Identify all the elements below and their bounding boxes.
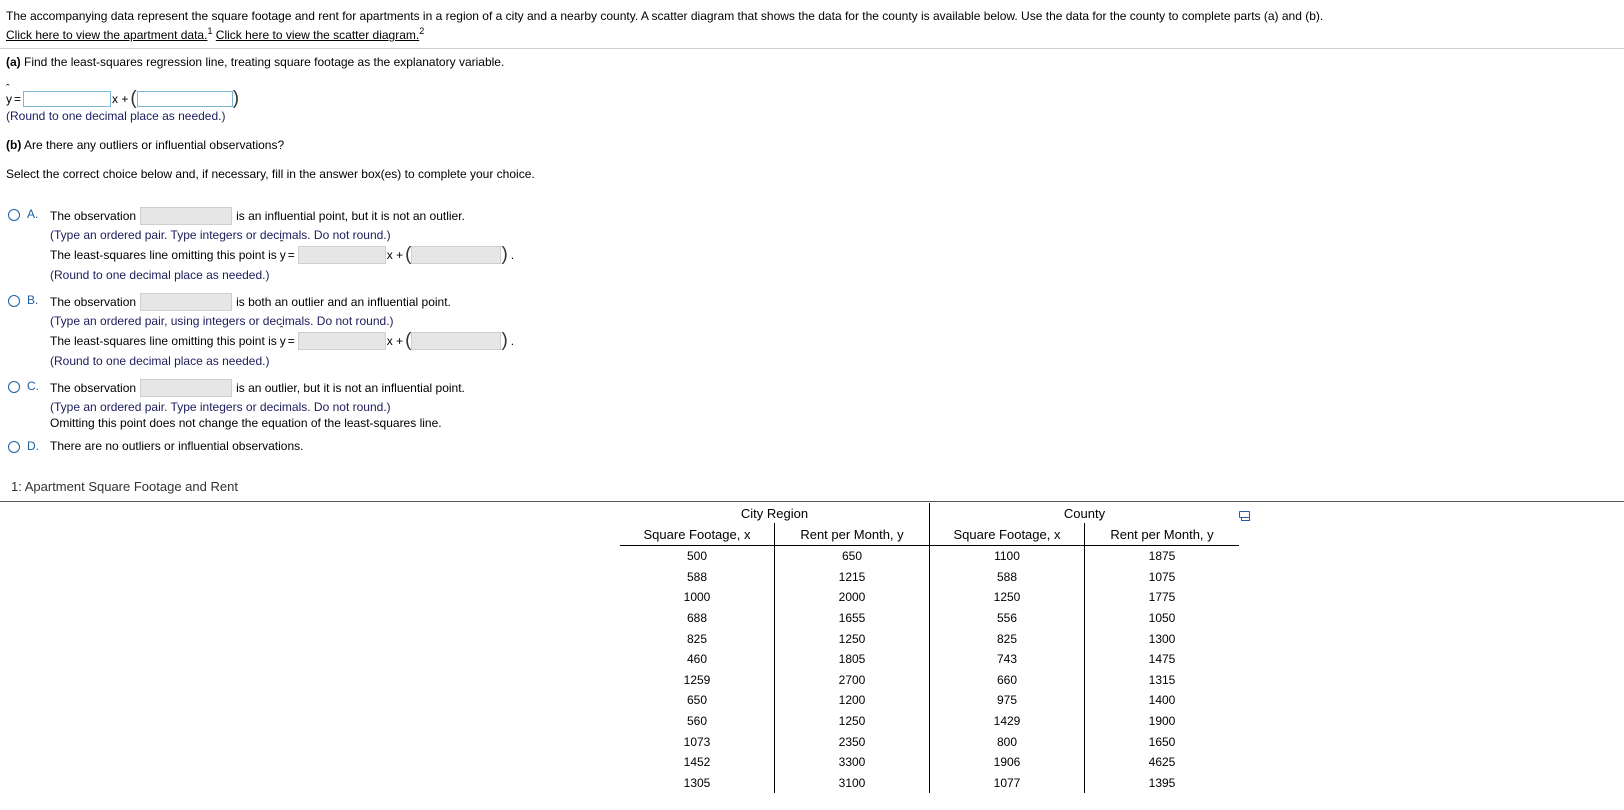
equals-sign: = — [287, 334, 295, 348]
option-b-hint1: (Type an ordered pair, using integers or decimals. Do not round.) — [50, 314, 394, 328]
line-label: The least-squares line omitting this point is — [50, 334, 277, 348]
option-a-hint2: (Round to one decimal place as needed.) — [50, 268, 270, 282]
part-a-text: Find the least-squares regression line, treating square footage as the explanatory variable. — [24, 55, 505, 69]
table-cell: 560 — [620, 711, 775, 732]
option-c-hint1: (Type an ordered pair. Type integers or decimals. Do not round.) — [50, 400, 391, 414]
table-cell: 2350 — [775, 731, 930, 752]
table-cell: 688 — [620, 608, 775, 629]
table-row — [620, 670, 1239, 691]
part-a-question — [6, 55, 504, 69]
table-divider — [0, 501, 1624, 502]
table-cell: 556 — [930, 608, 1085, 629]
part-a-hint: (Round to one decimal place as needed.) — [6, 109, 226, 123]
table-cell: 1906 — [930, 752, 1085, 773]
option-c-radio[interactable] — [8, 381, 20, 393]
intro-text: The accompanying data represent the square footage and rent for apartments in a region of a city and a nearby county. A scatter diagram that shows the data for the county is available below. Use the data for the county to complete parts (a) and (b). — [6, 9, 1324, 23]
table-row — [620, 711, 1239, 732]
scatter-diagram-link[interactable]: Click here to view the scatter diagram. — [215, 28, 420, 42]
part-b-label: (b) — [6, 138, 22, 152]
option-c-observation — [50, 379, 465, 397]
y-hat: ˆ y — [280, 334, 286, 348]
option-a-slope-input[interactable] — [298, 246, 386, 264]
table-cell: 1395 — [1148, 775, 1176, 790]
table-cell: 1050 — [1148, 611, 1176, 626]
part-b-text: Are there any outliers or influential observations? — [24, 138, 285, 152]
period: . — [510, 248, 515, 262]
option-a-letter: A. — [27, 207, 39, 221]
table-cell: 2700 — [775, 670, 930, 691]
table-row — [620, 773, 1239, 794]
option-b-point-input[interactable] — [140, 293, 232, 311]
y-hat: ˆ y — [280, 248, 286, 262]
table-cell: 1000 — [620, 587, 775, 608]
table-cell: 3100 — [775, 773, 930, 794]
column-header: Square Footage, x — [620, 523, 775, 546]
option-b-hint2: (Round to one decimal place as needed.) — [50, 354, 270, 368]
table-cell: 500 — [620, 546, 775, 567]
equals-sign: = — [287, 248, 295, 262]
option-a-point-input[interactable] — [140, 207, 232, 225]
part-b-question — [6, 138, 284, 152]
column-header: Rent per Month, y — [1085, 523, 1240, 546]
table-cell: 3300 — [775, 752, 930, 773]
period: . — [510, 334, 515, 348]
option-a-radio[interactable] — [8, 209, 20, 221]
table-cell: 1315 — [1148, 672, 1176, 687]
column-header: Square Footage, x — [930, 523, 1085, 546]
table-row — [620, 731, 1239, 752]
part-a-equation — [6, 90, 239, 108]
table-cell: 660 — [930, 670, 1085, 691]
part-a-label: (a) — [6, 55, 21, 69]
table-row — [620, 690, 1239, 711]
open-paren: ( — [130, 88, 137, 109]
table-cell: 1655 — [775, 608, 930, 629]
footnote-1: 1 — [207, 26, 213, 36]
table-cell: 800 — [930, 731, 1085, 752]
table-cell: 1250 — [775, 628, 930, 649]
obs-label: The observation — [50, 295, 137, 309]
table-cell: 1073 — [620, 731, 775, 752]
apartment-data-table — [620, 503, 1239, 793]
city-region-header: City Region — [620, 503, 930, 523]
table-cell: 650 — [775, 546, 930, 567]
column-header: Rent per Month, y — [775, 523, 930, 546]
table-cell: 1775 — [1148, 590, 1176, 605]
table-row — [620, 546, 1239, 567]
table-cell: 743 — [930, 649, 1085, 670]
table-cell: 975 — [930, 690, 1085, 711]
obs-label: The observation — [50, 381, 137, 395]
option-a-hint1: (Type an ordered pair. Type integers or decimals. Do not round.) — [50, 228, 391, 242]
table-cell: 825 — [620, 628, 775, 649]
table-cell: 2000 — [775, 587, 930, 608]
slope-input[interactable] — [23, 91, 111, 107]
option-c-point-input[interactable] — [140, 379, 232, 397]
option-c-note: Omitting this point does not change the equation of the least-squares line. — [50, 416, 442, 430]
table-cell: 588 — [930, 567, 1085, 588]
option-b-line — [50, 332, 514, 350]
table-cell: 1259 — [620, 670, 775, 691]
table-cell: 1875 — [1148, 549, 1176, 564]
table-cell: 1200 — [775, 690, 930, 711]
county-header: County — [1063, 505, 1106, 521]
option-a-observation — [50, 207, 465, 225]
obs-suffix: is an outlier, but it is not an influential point. — [236, 381, 465, 395]
close-paren: ) — [232, 88, 240, 109]
x-plus-text: x + — [112, 92, 129, 106]
table-cell: 4625 — [1148, 755, 1176, 770]
table-cell: 1475 — [1148, 652, 1176, 667]
x-plus-text: x + — [386, 334, 404, 348]
line-label: The least-squares line omitting this point is — [50, 248, 277, 262]
option-b-observation — [50, 293, 451, 311]
table-cell: 1452 — [620, 752, 775, 773]
open-paren: ( — [405, 330, 412, 351]
table-cell: 1400 — [1148, 693, 1176, 708]
table-cell: 825 — [930, 628, 1085, 649]
choice-instruction: Select the correct choice below and, if necessary, fill in the answer box(es) to complete your choice. — [6, 167, 535, 181]
copy-icon[interactable] — [1239, 511, 1250, 518]
table-row — [620, 628, 1239, 649]
option-b-letter: B. — [27, 293, 39, 307]
option-b-radio[interactable] — [8, 295, 20, 307]
table-row — [620, 752, 1239, 773]
table-row — [620, 567, 1239, 588]
obs-suffix: is an influential point, but it is not an outlier. — [236, 209, 465, 223]
table-cell: 1215 — [775, 567, 930, 588]
apartment-data-link[interactable]: Click here to view the apartment data. — [6, 28, 208, 42]
option-b-intercept-input[interactable] — [411, 332, 501, 350]
table-cell: 1250 — [775, 711, 930, 732]
table-cell: 1300 — [1148, 631, 1176, 646]
table-row — [620, 649, 1239, 670]
open-paren: ( — [405, 244, 412, 265]
table-cell: 1077 — [930, 773, 1085, 794]
table-cell: 588 — [620, 567, 775, 588]
option-b-slope-input[interactable] — [298, 332, 386, 350]
table-cell: 650 — [620, 690, 775, 711]
table-cell: 1250 — [930, 587, 1085, 608]
table-row — [620, 608, 1239, 629]
obs-label: The observation — [50, 209, 137, 223]
option-d-letter: D. — [27, 439, 39, 453]
option-d-radio[interactable] — [8, 441, 20, 453]
divider — [0, 48, 1624, 49]
obs-suffix: is both an outlier and an influential point. — [236, 295, 451, 309]
table-cell: 460 — [620, 649, 775, 670]
footnote-2: 2 — [419, 26, 425, 36]
table-cell: 1900 — [1148, 714, 1176, 729]
table-cell: 1650 — [1148, 734, 1176, 749]
option-d-text: There are no outliers or influential observations. — [50, 439, 304, 453]
table-cell: 1429 — [930, 711, 1085, 732]
option-a-line — [50, 246, 514, 264]
table-title: 1: Apartment Square Footage and Rent — [11, 479, 238, 494]
table-row — [620, 587, 1239, 608]
option-c-letter: C. — [27, 379, 39, 393]
x-plus-text: x + — [386, 248, 404, 262]
table-cell: 1100 — [930, 546, 1085, 567]
option-a-intercept-input[interactable] — [411, 246, 501, 264]
equals-sign: = — [14, 92, 22, 106]
table-cell: 1075 — [1148, 569, 1176, 584]
close-paren: ) — [501, 330, 508, 351]
intercept-input[interactable] — [137, 91, 233, 107]
table-cell: 1305 — [620, 773, 775, 794]
problem-intro — [6, 9, 1606, 43]
close-paren: ) — [501, 244, 508, 265]
y-hat: ˆ y — [6, 92, 12, 106]
table-cell: 1805 — [775, 649, 930, 670]
table-body — [620, 546, 1239, 794]
